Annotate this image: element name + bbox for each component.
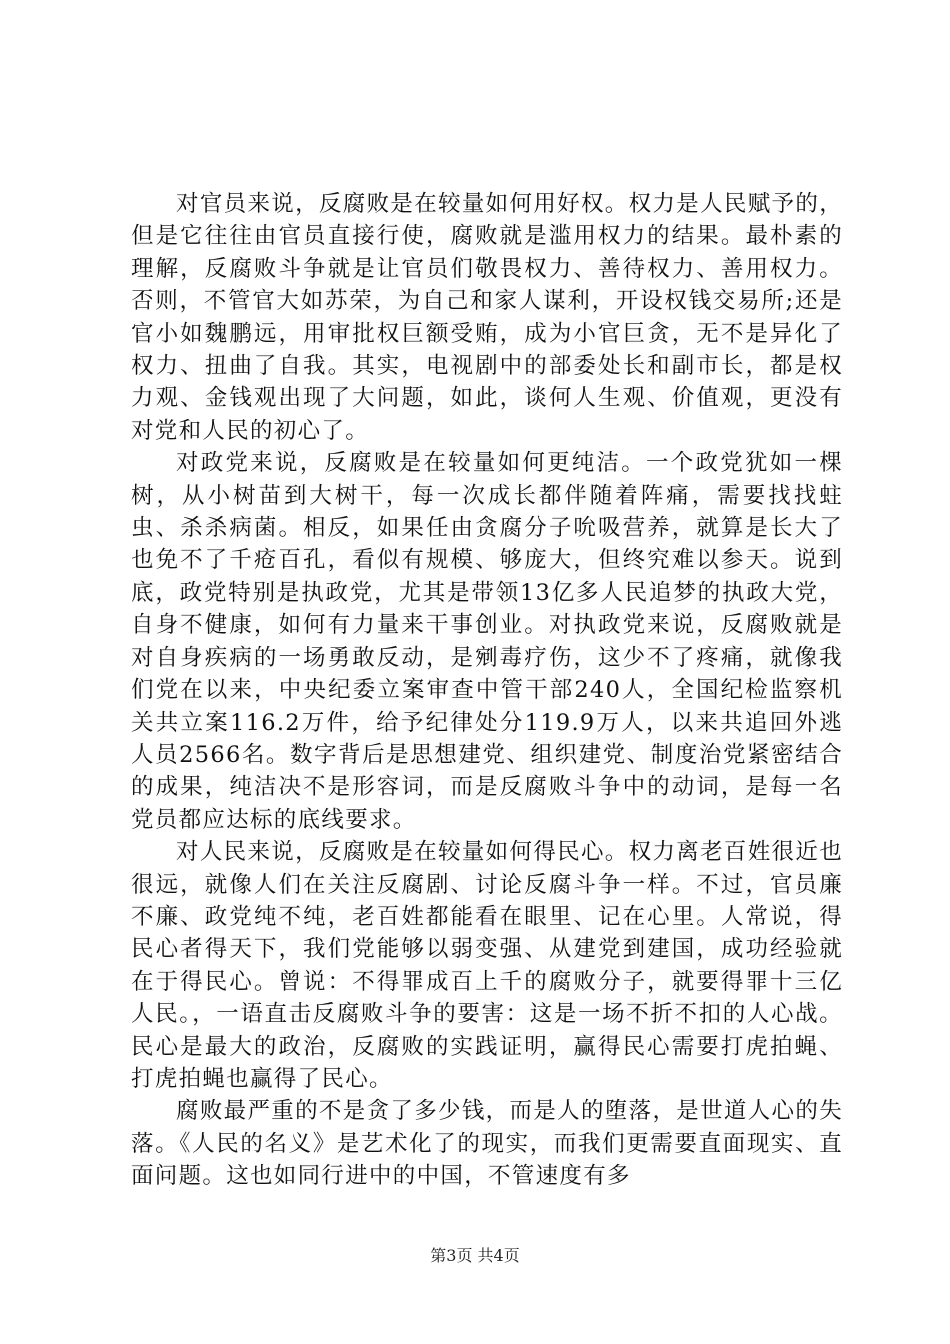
paragraph-officials: 对官员来说，反腐败是在较量如何用好权。权力是人民赋予的，但是它往往由官员直接行使，腐败就是滥用权力的结果。最朴素的理解，反腐败斗争就是让官员们敬畏权力、善待权力、善用权力。否则，不管官大如苏荣，为自己和家人谋利，开设权钱交易所;还是官小如魏鹏远，用审批权巨额受贿，成为小官巨贪，无不是异化了权力、扭曲了自我。其实，电视剧中的部委处长和副市长，都是权力观、金钱观出现了大问题，如此，谈何人生观、价值观，更没有对党和人民的初心了。	[131, 191, 843, 444]
paragraph-party: 对政党来说，反腐败是在较量如何更纯洁。一个政党犹如一棵树，从小树苗到大树干，每一次成长都伴随着阵痛，需要找找蛀虫、杀杀病菌。相反，如果任由贪腐分子吮吸营养，就算是长大了也免不了千疮百孔，看似有规模、够庞大，但终究难以参天。说到底，政党特别是执政党，尤其是带领13亿多人民追梦的执政大党，自身不健康，如何有力量来干事创业。对执政党来说，反腐败就是对自身疾病的一场勇敢反动，是剜毒疗伤，这少不了疼痛，就像我们党在以来，中央纪委立案审查中管干部240人，全国纪检监察机关共立案116.2万件，给予纪律处分119.9万人，以来共追回外逃人员2566名。数字背后是思想建党、组织建党、制度治党紧密结合的成果，纯洁决不是形容词，而是反腐败斗争中的动词，是每一名党员都应达标的底线要求。	[131, 450, 843, 833]
document-body	[131, 188, 843, 1193]
page-number-footer: 第3页 共4页	[430, 1246, 520, 1265]
paragraph-conclusion: 腐败最严重的不是贪了多少钱，而是人的堕落，是世道人心的失落。《人民的名义》是艺术化了的现实，而我们更需要直面现实、直面问题。这也如同行进中的中国，不管速度有多	[131, 1098, 843, 1190]
paragraph-people: 对人民来说，反腐败是在较量如何得民心。权力离老百姓很近也很远，就像人们在关注反腐剧、讨论反腐斗争一样。不过，官员廉不廉、政党纯不纯，老百姓都能看在眼里、记在心里。人常说，得民心者得天下，我们党能够以弱变强、从建党到建国，成功经验就在于得民心。曾说：不得罪成百上千的腐败分子，就要得罪十三亿人民。，一语直击反腐败斗争的要害：这是一场不折不扣的人心战。民心是最大的政治，反腐败的实践证明，赢得民心需要打虎拍蝇、打虎拍蝇也赢得了民心。	[131, 839, 843, 1092]
